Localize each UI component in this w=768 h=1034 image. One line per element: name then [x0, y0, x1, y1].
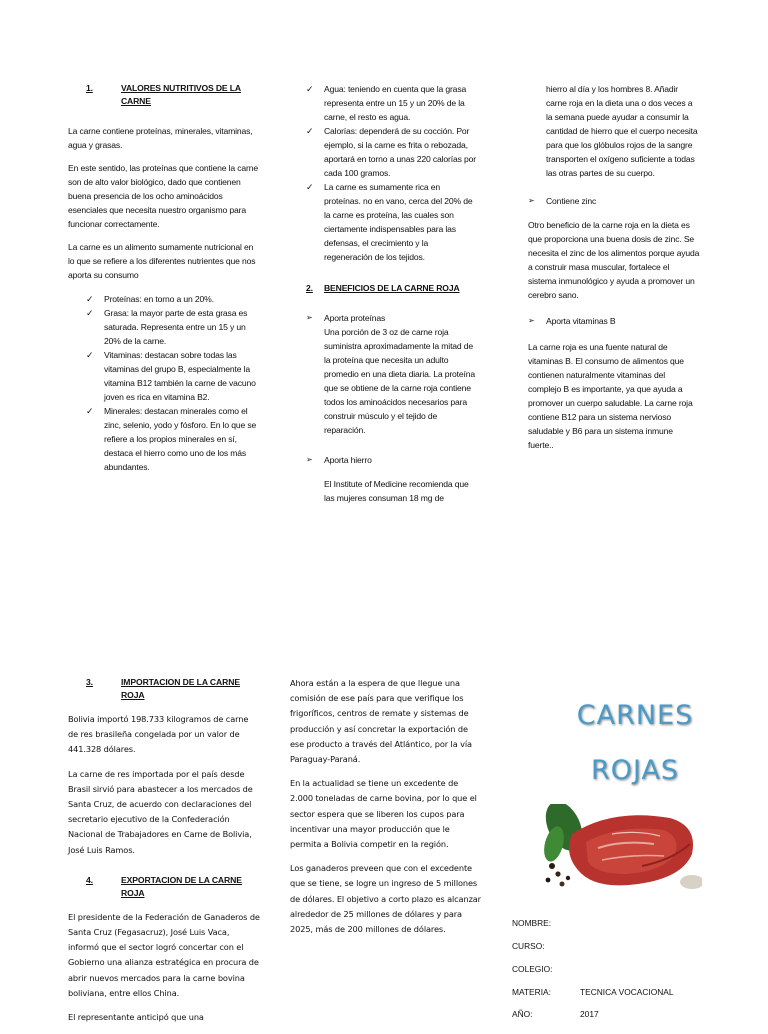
benefit-title: Aporta hierro — [324, 455, 372, 465]
column-import-export — [68, 676, 260, 1034]
field-value-ano: 2017 — [580, 1009, 599, 1019]
list-item — [306, 124, 478, 180]
cover-title-line2: ROJAS — [590, 755, 680, 786]
check-icon: ✓ — [86, 350, 94, 360]
section-number: 4. — [86, 874, 93, 885]
benefit-iron — [306, 453, 478, 467]
red-meat-image — [542, 804, 702, 892]
benefit-vitamins — [528, 314, 700, 328]
paragraph: hierro al día y los hombres 8. Añadir carne roja en la dieta una o dos veces a la semana puede ayudar a consumir la cantidad de hierro que el cuerpo necesita para que los glóbulos rojos de la sangre transporten el oxígeno suficiente a todas las otras partes de su cuerpo. — [546, 84, 698, 178]
check-icon: ✓ — [86, 308, 94, 318]
list-item — [86, 306, 258, 348]
paragraph: El Institute of Medicine recomienda que las mujeres consuman 18 mg de — [324, 479, 469, 503]
check-icon: ✓ — [86, 406, 94, 416]
section-4-heading — [68, 874, 260, 900]
section-number: 2. — [306, 283, 313, 293]
benefit-title: Aporta vitaminas B — [546, 316, 616, 326]
field-label-nombre: NOMBRE: — [512, 918, 552, 928]
paragraph: Ahora están a la espera de que llegue una comisión de ese país para que verifique los frigoríficos, centros de remate y sistemas de producción y así concretar la exportación de ese producto a través del Atlántico, por la vía Paraguay-Paraná. — [290, 678, 472, 765]
section-3-heading — [68, 676, 260, 702]
paragraph: Una porción de 3 oz de carne roja suministra aproximadamente la mitad de la proteína que necesita un adulto promedio en una dieta diaria. La proteína que se obtiene de la carne roja contiene todos los aminoácidos necesarios para construir músculo y el tejido de reparación. — [324, 327, 476, 435]
field-label-ano: AÑO: — [512, 1009, 533, 1019]
list-item — [306, 180, 478, 264]
list-item — [306, 82, 478, 124]
column-benefits — [306, 82, 478, 514]
section-title-line2: CARNE — [121, 96, 151, 106]
check-icon: ✓ — [306, 182, 314, 192]
nutrient-checklist-continued — [306, 82, 478, 264]
field-label-materia: MATERIA: — [512, 987, 551, 997]
benefit-zinc — [528, 194, 700, 208]
section-number: 1. — [86, 83, 93, 93]
field-value-materia: TECNICA VOCACIONAL — [580, 987, 674, 997]
meat-illustration — [542, 804, 702, 892]
list-item — [86, 404, 258, 474]
section-title: EXPORTACION DE LA CARNE ROJA — [121, 874, 242, 898]
list-item-text: Agua: teniendo en cuenta que la grasa representa entre un 15 y un 20% de la carne, el resto es agua. — [324, 84, 467, 122]
column-benefits-continued — [528, 82, 700, 461]
section-title: IMPORTACION DE LA CARNE ROJA — [121, 677, 240, 700]
section-1-heading — [68, 82, 258, 108]
arrow-icon: ➢ — [306, 455, 313, 464]
section-title — [121, 82, 241, 108]
check-icon: ✓ — [306, 84, 314, 94]
list-item-text: Minerales: destacan minerales como el zinc, selenio, yodo y fósforo. En lo que se refiere a los propios minerales en sí, destaca el hierro como uno de los más abundantes. — [104, 406, 257, 472]
benefit-title: Aporta proteínas — [324, 313, 386, 323]
paragraph: El presidente de la Federación de Ganaderos de Santa Cruz (Fegasacruz), José Luis Vaca, informó que el sector logró concertar con el Gobierno una alianza estratégica en procura de abrir nuevos mercados para la carne bovina boliviana, entre ellos China. — [68, 911, 260, 998]
column-nutritional-values — [68, 82, 258, 474]
section-number: 3. — [86, 677, 93, 687]
list-item-text: La carne es sumamente rica en proteínas. no en vano, cerca del 20% de la carne es proteína, las cuales son ciertamente indispensables para las defensas, el crecimiento y la regeneración de los tejidos. — [324, 182, 473, 262]
paragraph: El representante anticipó que una — [68, 1012, 204, 1023]
field-label-curso: CURSO: — [512, 941, 545, 951]
paragraph: La carne contiene proteínas, minerales, vitaminas, agua y grasas. — [68, 126, 253, 150]
paragraph: La carne roja es una fuente natural de vitaminas B. El consumo de alimentos que contienen naturalmente vitaminas del complejo B es importante, ya que ayuda a promover un cuerpo saludable. La carne roja contiene B12 para un sistema nervioso saludable y B6 para un sistema inmune fuerte.. — [528, 342, 693, 450]
column-export-continued — [290, 676, 482, 946]
list-item-text: Grasa: la mayor parte de esta grasa es saturada. Representa entre un 15 y un 20% de la carne. — [104, 308, 248, 346]
check-icon: ✓ — [306, 126, 314, 136]
paragraph: Otro beneficio de la carne roja en la dieta es que proporciona una buena dosis de zinc. Se necesita el zinc de los alimentos porque ayuda a construir masa muscular, fortalece el sistema inmunológico y ayuda a promover un cerebro sano. — [528, 220, 700, 300]
arrow-icon: ➢ — [528, 196, 535, 205]
list-item-text: Proteínas: en torno a un 20%. — [104, 294, 214, 304]
paragraph: En este sentido, las proteínas que contiene la carne son de alto valor biológico, dado que contienen buena presencia de los ocho aminoácidos esenciales que necesita nuestro organismo para funcionar correctamente. — [68, 163, 258, 229]
check-icon: ✓ — [86, 294, 94, 304]
benefit-title: Contiene zinc — [546, 196, 597, 206]
list-item — [86, 292, 258, 306]
paragraph: En la actualidad se tiene un excedente de 2.000 toneladas de carne bovina, por lo que el sector espera que se liberen los cupos para incentivar una mayor producción que le permita a Bolivia competir en la región. — [290, 778, 477, 850]
arrow-icon: ➢ — [306, 313, 313, 322]
section-title: BENEFICIOS DE LA CARNE ROJA — [324, 283, 460, 293]
section-2-heading — [306, 282, 478, 295]
field-label-colegio: COLEGIO: — [512, 964, 553, 974]
paragraph: La carne es un alimento sumamente nutricional en lo que se refiere a los diferentes nutrientes que nos aporta su consumo — [68, 242, 256, 280]
paragraph: Los ganaderos preveen que con el excedente que se tiene, se logre un ingreso de 5 millones de dólares. El objetivo a corto plazo es alcanzar alrededor de 25 millones de dólares y para 2025, más de 200 millones de dólares. — [290, 863, 481, 935]
section-title-line1: VALORES NUTRITIVOS DE LA — [121, 83, 241, 93]
paragraph: Bolivia importó 198.733 kilogramos de carne de res brasileña congelada por un valor de 441.328 dólares. — [68, 714, 249, 755]
paragraph: La carne de res importada por el país desde Brasil sirvió para abastecer a los mercados de Santa Cruz, de acuerdo con declaraciones del secretario ejecutivo de la Confederación Nacional de Trabajadores en Carne de Bolivia, José Luis Ramos. — [68, 768, 253, 855]
nutrient-checklist — [86, 292, 258, 474]
benefit-protein — [306, 311, 478, 325]
list-item — [86, 348, 258, 404]
list-item-text: Calorías: dependerá de su cocción. Por ejemplo, si la carne es frita o rebozada, aportará en torno a unas 220 calorías por cada 100 gramos. — [324, 126, 476, 178]
arrow-icon: ➢ — [528, 316, 535, 325]
cover-title-line1: CARNES — [576, 700, 694, 731]
list-item-text: Vitaminas: destacan sobre todas las vitaminas del grupo B, especialmente la vitamina B12 también la carne de vacuno joven es rica en vitamina B2. — [104, 350, 256, 402]
